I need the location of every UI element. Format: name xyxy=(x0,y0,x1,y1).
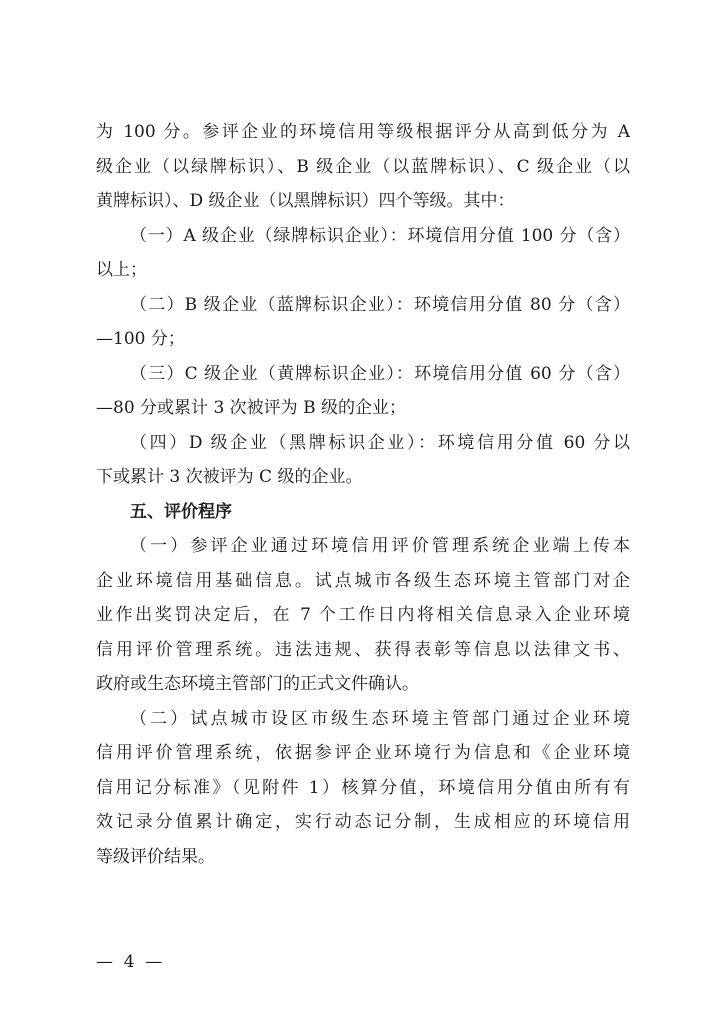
section-heading: 五、评价程序 xyxy=(130,501,232,522)
paragraph-line: 黄牌标识）、D 级企业（以黑牌标识）四个等级。其中： xyxy=(96,191,515,211)
paragraph-line: 为 100 分。参评企业的环境信用等级根据评分从高到低分为 A xyxy=(96,122,630,142)
grade-d-line: （四）D 级企业（黑牌标识企业）：环境信用分值 60 分以 xyxy=(130,432,630,453)
paragraph-line: 业作出奖罚决定后，在 7 个工作日内将相关信息录入企业环境 xyxy=(96,605,630,625)
paragraph-line: 效记录分值累计确定，实行动态记分制，生成相应的环境信用 xyxy=(96,812,630,832)
page-number: — 4 — xyxy=(96,952,163,972)
paragraph-line: 等级评价结果。 xyxy=(96,846,215,867)
grade-a-line: 以上； xyxy=(96,260,147,280)
paragraph-line: （二）试点城市设区市级生态环境主管部门通过企业环境 xyxy=(130,708,630,729)
paragraph-line: 政府或生态环境主管部门的正式文件确认。 xyxy=(96,674,419,694)
document-body xyxy=(96,115,630,874)
grade-a-line: （一）A 级企业（绿牌标识企业）：环境信用分值 100 分（含） xyxy=(130,225,630,246)
paragraph-line: （一）参评企业通过环境信用评价管理系统企业端上传本 xyxy=(130,536,630,556)
paragraph-line: 信用评价管理系统，依据参评企业环境行为信息和《企业环境 xyxy=(96,743,630,763)
grade-c-line: （三）C 级企业（黄牌标识企业）：环境信用分值 60 分（含） xyxy=(130,363,630,384)
grade-b-line: —100 分； xyxy=(96,329,185,349)
paragraph-line: 信用评价管理系统。违法违规、获得表彰等信息以法律文书、 xyxy=(96,639,630,660)
paragraph-line: 级企业（以绿牌标识）、B 级企业（以蓝牌标识）、C 级企业（以 xyxy=(96,156,630,177)
grade-c-line: —80 分或累计 3 次被评为 B 级的企业； xyxy=(96,398,406,418)
paragraph-line: 信用记分标准》（见附件 1）核算分值，环境信用分值由所有有 xyxy=(96,777,630,798)
grade-b-line: （二）B 级企业（蓝牌标识企业）：环境信用分值 80 分（含） xyxy=(130,294,630,315)
paragraph-line: 企业环境信用基础信息。试点城市各级生态环境主管部门对企 xyxy=(96,570,630,591)
grade-d-line: 下或累计 3 次被评为 C 级的企业。 xyxy=(96,467,363,487)
